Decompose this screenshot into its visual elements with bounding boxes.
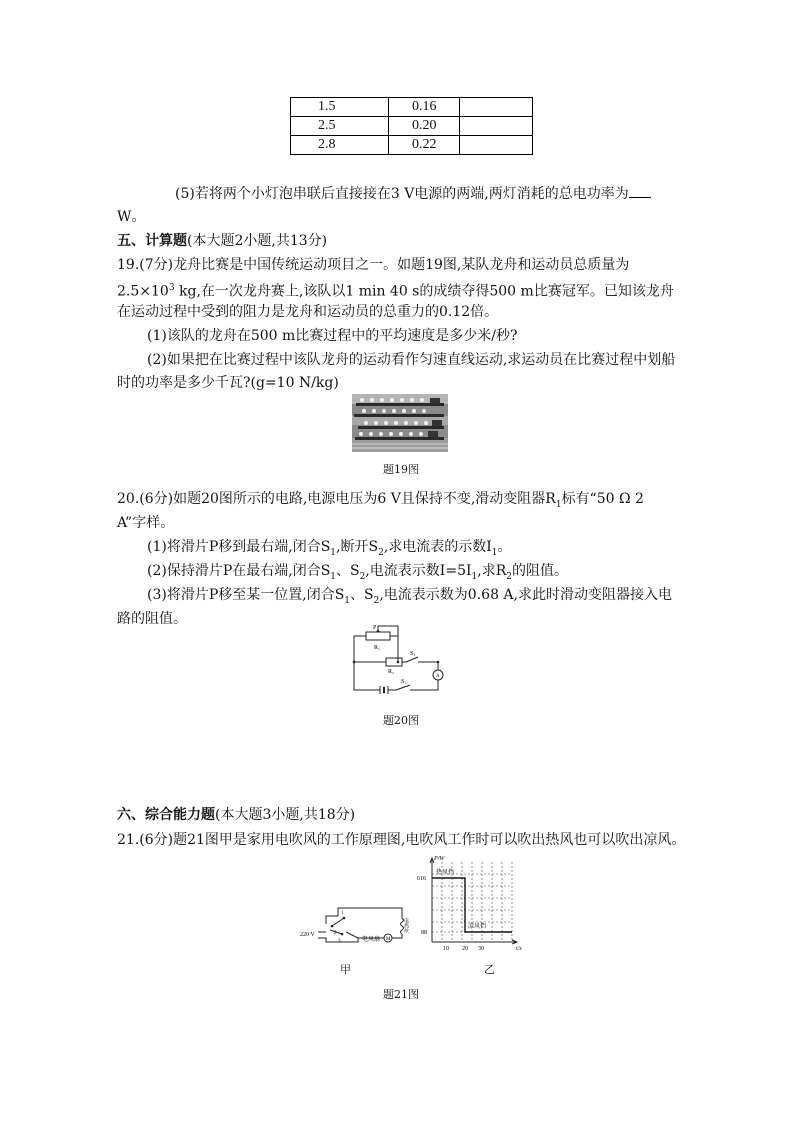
- motor-label: 电风扇: [362, 936, 381, 943]
- section-6-title: 六、综合能力题: [117, 807, 215, 823]
- subscript: 1: [330, 571, 337, 582]
- q19-caption: 题19图: [383, 463, 419, 476]
- q20-sub1-d: 。: [497, 539, 512, 555]
- q21-power-time-graph: [412, 852, 532, 952]
- subscript: 2: [359, 571, 366, 582]
- table-cell: [460, 98, 533, 117]
- q20-sub2-b: 、S: [336, 563, 360, 579]
- q21-line1: 21.(6分)题21图甲是家用电吹风的工作原理图,电吹风工作时可以吹出热风也可以吹出凉风。: [117, 832, 686, 848]
- q21-caption: 题21图: [383, 988, 419, 1001]
- table-cell: 2.8: [291, 136, 389, 155]
- y-tick-616: 616: [417, 876, 426, 882]
- motor-m-label: M: [386, 937, 391, 942]
- label-r1: R₁: [374, 645, 381, 651]
- y-axis-label: P/W: [434, 856, 445, 862]
- q20-sub2-e: 的阻值。: [511, 563, 568, 579]
- q18-5-text: (5)若将两个小灯泡串联后直接接在3 V电源的两端,两灯消耗的总电功率为: [175, 186, 629, 202]
- subscript: 2: [373, 595, 380, 606]
- subscript: 1: [491, 547, 498, 558]
- q20-sub2-a: (2)保持滑片P在最右端,闭合S: [147, 563, 331, 579]
- q20-sub3-a: (3)将滑片P移至某一位置,闭合S: [147, 587, 345, 603]
- q19-sub2: (2)如果把在比赛过程中该队龙舟的运动看作匀速直线运动,求运动员在比赛过程中划船: [147, 352, 676, 368]
- q20-line2: A”字样。: [117, 515, 175, 531]
- q19-line1: 19.(7分)龙舟比赛是中国传统运动项目之一。如题19图,某队龙舟和运动员总质量为: [117, 257, 630, 273]
- q19-mass-exponent: 3: [168, 283, 175, 293]
- subscript: 1: [330, 547, 337, 558]
- subscript: 2: [506, 571, 512, 582]
- dragon-boat-photo: [352, 394, 448, 452]
- section-6-note: (本大题3小题,共18分): [215, 807, 356, 823]
- q20-r1-sub: 1: [555, 499, 562, 510]
- q20-sub2: [147, 561, 568, 587]
- heater-label: 电热丝: [403, 918, 409, 933]
- q20-sub1-c: ,求电流表的示数I: [383, 539, 492, 555]
- table-cell: 1.5: [291, 98, 389, 117]
- section-5-heading: [117, 231, 327, 251]
- dragon-boat-photo-svg: [352, 394, 448, 452]
- q19-line2-rest: kg,在一次龙舟赛上,该队以1 min 40 s的成绩夺得500 m比赛冠军。已知该龙舟: [174, 283, 674, 300]
- table-cell: 0.16: [389, 98, 460, 117]
- label-p: P: [373, 625, 377, 631]
- table-cell: [460, 117, 533, 136]
- subscript: 1: [344, 595, 351, 606]
- q20-sub3-b: 、S: [350, 587, 374, 603]
- section-6-heading: [117, 805, 355, 825]
- q19-sub2b: 时的功率是多少千瓦?(g=10 N/kg): [117, 375, 339, 391]
- q21-hairdryer-circuit: [296, 896, 420, 954]
- x-tick-20: 20: [462, 946, 468, 952]
- q19-line3: 在运动过程中受到的阻力是龙舟和运动员的总重力的0.12倍。: [117, 304, 499, 320]
- q20-circuit-diagram: [340, 620, 460, 700]
- q20-sub3: [147, 585, 672, 611]
- data-table: [290, 97, 533, 155]
- q19-line2: [117, 278, 674, 302]
- cool-air-label: 凉风挡: [468, 923, 487, 930]
- switch-pos-1: 1: [341, 911, 344, 916]
- q20-line1-tail: 标有“50 Ω 2: [561, 491, 644, 507]
- table-cell: [460, 136, 533, 155]
- table-row: [291, 117, 533, 136]
- section-5-note: (本大题2小题,共13分): [187, 233, 328, 249]
- question-18-5: [175, 183, 651, 204]
- table-row: [291, 136, 533, 155]
- q19-sub1: (1)该队的龙舟在500 m比赛过程中的平均速度是多少米/秒?: [147, 328, 518, 344]
- q20-line1-text: 20.(6分)如题20图所示的电路,电源电压为6 V且保持不变,滑动变阻器R: [117, 491, 556, 507]
- q20-line1: [117, 489, 644, 515]
- table-cell: 2.5: [291, 117, 389, 136]
- voltage-label: 220 V: [300, 932, 315, 938]
- q20-sub1-b: ,断开S: [336, 539, 379, 555]
- x-tick-10: 10: [443, 946, 449, 952]
- answer-blank: [629, 183, 651, 198]
- x-axis-label: t/s: [516, 946, 522, 952]
- label-yi: 乙: [484, 963, 495, 976]
- table-cell: 0.20: [389, 117, 460, 136]
- switch-pos-2: 2: [334, 931, 337, 936]
- label-jia: 甲: [340, 963, 351, 976]
- q20-caption: 题20图: [383, 714, 419, 727]
- label-r2: R₂: [388, 669, 395, 675]
- y-tick-88: 88: [421, 930, 427, 936]
- q20-sub1: [147, 537, 512, 563]
- x-tick-30: 30: [478, 946, 484, 952]
- q18-5-line2: W。: [117, 209, 146, 225]
- table-row: [291, 98, 533, 117]
- label-s2: S₂: [410, 651, 416, 657]
- q20-sub3-cont: 路的阻值。: [117, 611, 187, 627]
- table-cell: 0.22: [389, 136, 460, 155]
- q20-sub1-a: (1)将滑片P移到最右端,闭合S: [147, 539, 331, 555]
- label-s1: S₁: [401, 679, 407, 685]
- hot-air-label: 热风挡: [436, 869, 455, 876]
- section-5-title: 五、计算题: [117, 233, 187, 249]
- q20-sub2-d: ,求R: [477, 563, 507, 579]
- subscript: 2: [378, 547, 384, 558]
- q20-sub3-c: ,电流表示数为0.68 A,求此时滑动变阻器接入电: [379, 587, 672, 603]
- subscript: 1: [471, 571, 478, 582]
- switch-pos-3: 3: [338, 939, 341, 944]
- label-ammeter: A: [436, 674, 440, 679]
- q19-mass: 2.5×10: [117, 283, 169, 300]
- q20-sub2-c: ,电流表示数I=5I: [365, 563, 472, 579]
